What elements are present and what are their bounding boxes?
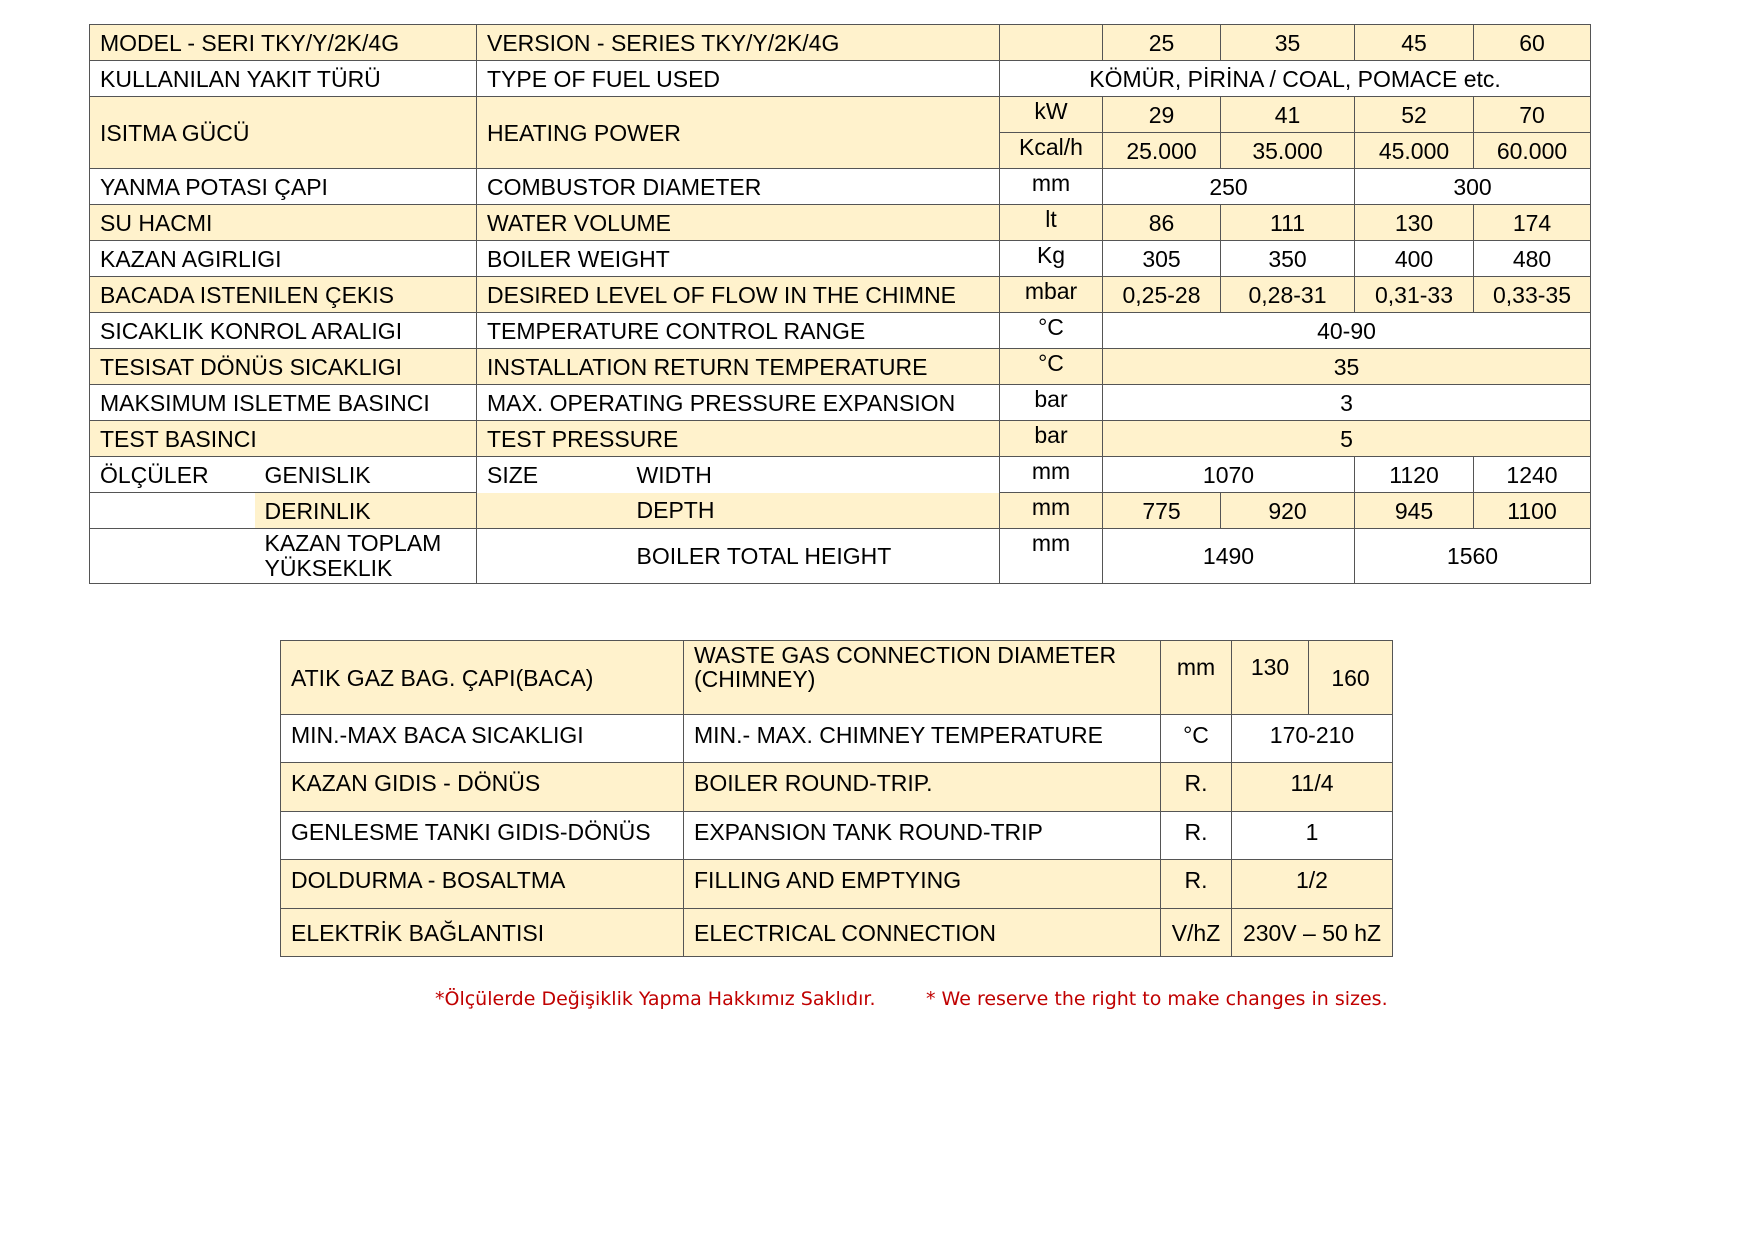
water-value: 86 <box>1103 205 1221 241</box>
unit-cell <box>1000 25 1103 61</box>
flow-tr-label: BACADA ISTENILEN ÇEKIS <box>90 277 477 313</box>
depth-tr-label: DERINLIK <box>255 493 477 529</box>
filling-tr-label: DOLDURMA - BOSALTMA <box>281 860 684 909</box>
depth-tr-blank <box>90 493 255 529</box>
combustor-value: 250 <box>1103 169 1355 205</box>
waste-gas-tr-label: ATIK GAZ BAG. ÇAPI(BACA) <box>281 641 684 715</box>
water-tr-label: SU HACMI <box>90 205 477 241</box>
filling-en-label: FILLING AND EMPTYING <box>684 860 1161 909</box>
combustor-tr-label: YANMA POTASI ÇAPI <box>90 169 477 205</box>
fuel-value: KÖMÜR, PİRİNA / COAL, POMACE etc. <box>1000 61 1591 97</box>
round-trip-unit: R. <box>1161 763 1232 812</box>
boiler-specs-table <box>89 24 1591 584</box>
width-value: 1120 <box>1355 457 1474 493</box>
height-row <box>90 529 1591 584</box>
model-25: 25 <box>1103 25 1221 61</box>
flow-value: 0,33-35 <box>1474 277 1591 313</box>
max-pressure-value: 3 <box>1103 385 1591 421</box>
return-temp-tr-label: TESISAT DÖNÜS SICAKLIGI <box>90 349 477 385</box>
depth-value: 775 <box>1103 493 1221 529</box>
temp-range-en-label: TEMPERATURE CONTROL RANGE <box>477 313 1000 349</box>
weight-value: 305 <box>1103 241 1221 277</box>
max-pressure-row <box>90 385 1591 421</box>
flow-unit: mbar <box>1000 277 1103 313</box>
round-trip-tr-label: KAZAN GIDIS - DÖNÜS <box>281 763 684 812</box>
fuel-row <box>90 61 1591 97</box>
heating-kw-value: 41 <box>1221 97 1355 133</box>
heating-en-label: HEATING POWER <box>477 97 1000 169</box>
width-tr-label: GENISLIK <box>255 457 477 493</box>
flow-value: 0,28-31 <box>1221 277 1355 313</box>
round-trip-row <box>281 763 1393 812</box>
temp-range-row <box>90 313 1591 349</box>
round-trip-value: 11/4 <box>1232 763 1393 812</box>
test-pressure-tr-label: TEST BASINCI <box>90 421 477 457</box>
expansion-value: 1 <box>1232 812 1393 860</box>
heating-kcal-value: 25.000 <box>1103 133 1221 169</box>
heating-kw-row <box>90 97 1591 133</box>
heating-kcal-value: 45.000 <box>1355 133 1474 169</box>
heating-kw-value: 52 <box>1355 97 1474 133</box>
depth-value: 945 <box>1355 493 1474 529</box>
chimney-temp-unit: °C <box>1161 715 1232 763</box>
flow-row <box>90 277 1591 313</box>
return-temp-unit: °C <box>1000 349 1103 385</box>
temp-range-tr-label: SICAKLIK KONROL ARALIGI <box>90 313 477 349</box>
round-trip-en-label: BOILER ROUND-TRIP. <box>684 763 1161 812</box>
weight-value: 480 <box>1474 241 1591 277</box>
model-60: 60 <box>1474 25 1591 61</box>
electrical-value: 230V – 50 hZ <box>1232 909 1393 957</box>
water-row <box>90 205 1591 241</box>
test-pressure-unit: bar <box>1000 421 1103 457</box>
water-value: 111 <box>1221 205 1355 241</box>
chimney-temp-tr-label: MIN.-MAX BACA SICAKLIGI <box>281 715 684 763</box>
water-en-label: WATER VOLUME <box>477 205 1000 241</box>
waste-gas-value: 160 <box>1309 641 1393 715</box>
flow-en-label: DESIRED LEVEL OF FLOW IN THE CHIMNE <box>477 277 1000 313</box>
height-unit: mm <box>1000 529 1103 584</box>
size-en-group-label: SIZE <box>477 457 627 493</box>
max-pressure-en-label: MAX. OPERATING PRESSURE EXPANSION <box>477 385 1000 421</box>
height-tr-label: KAZAN TOPLAM YÜKSEKLIK <box>255 529 477 584</box>
chimney-temp-row <box>281 715 1393 763</box>
height-tr-blank <box>90 529 255 584</box>
electrical-row <box>281 909 1393 957</box>
return-temp-row <box>90 349 1591 385</box>
combustor-unit: mm <box>1000 169 1103 205</box>
electrical-tr-label: ELEKTRİK BAĞLANTISI <box>281 909 684 957</box>
depth-value: 1100 <box>1474 493 1591 529</box>
width-en-label: WIDTH <box>627 457 1000 493</box>
chimney-temp-value: 170-210 <box>1232 715 1393 763</box>
model-35: 35 <box>1221 25 1355 61</box>
depth-unit: mm <box>1000 493 1103 529</box>
water-value: 130 <box>1355 205 1474 241</box>
expansion-en-label: EXPANSION TANK ROUND-TRIP <box>684 812 1161 860</box>
electrical-en-label: ELECTRICAL CONNECTION <box>684 909 1161 957</box>
waste-gas-en-label: WASTE GAS CONNECTION DIAMETER (CHIMNEY) <box>684 641 1161 715</box>
height-en-label: BOILER TOTAL HEIGHT <box>627 529 1000 584</box>
expansion-tr-label: GENLESME TANKI GIDIS-DÖNÜS <box>281 812 684 860</box>
test-pressure-en-label: TEST PRESSURE <box>477 421 1000 457</box>
weight-row <box>90 241 1591 277</box>
filling-unit: R. <box>1161 860 1232 909</box>
test-pressure-value: 5 <box>1103 421 1591 457</box>
weight-en-label: BOILER WEIGHT <box>477 241 1000 277</box>
filling-row <box>281 860 1393 909</box>
combustor-row <box>90 169 1591 205</box>
return-temp-en-label: INSTALLATION RETURN TEMPERATURE <box>477 349 1000 385</box>
max-pressure-tr-label: MAKSIMUM ISLETME BASINCI <box>90 385 477 421</box>
return-temp-value: 35 <box>1103 349 1591 385</box>
model-en-label: VERSION - SERIES TKY/Y/2K/4G <box>477 25 1000 61</box>
width-row <box>90 457 1591 493</box>
height-en-blank <box>477 529 627 584</box>
note-tr: *Ölçülerde Değişiklik Yapma Hakkımız Saklıdır. <box>435 988 876 1010</box>
heating-kw-unit: kW <box>1000 97 1103 133</box>
temp-range-value: 40-90 <box>1103 313 1591 349</box>
heating-kw-value: 29 <box>1103 97 1221 133</box>
heating-tr-label: ISITMA GÜCÜ <box>90 97 477 169</box>
model-tr-label: MODEL - SERI TKY/Y/2K/4G <box>90 25 477 61</box>
note-en: * We reserve the right to make changes in sizes. <box>926 988 1388 1010</box>
heating-kw-value: 70 <box>1474 97 1591 133</box>
width-value: 1070 <box>1103 457 1355 493</box>
weight-value: 400 <box>1355 241 1474 277</box>
test-pressure-row <box>90 421 1591 457</box>
weight-unit: Kg <box>1000 241 1103 277</box>
model-45: 45 <box>1355 25 1474 61</box>
water-unit: lt <box>1000 205 1103 241</box>
weight-tr-label: KAZAN AGIRLIGI <box>90 241 477 277</box>
width-unit: mm <box>1000 457 1103 493</box>
heating-kcal-unit: Kcal/h <box>1000 133 1103 169</box>
chimney-temp-en-label: MIN.- MAX. CHIMNEY TEMPERATURE <box>684 715 1161 763</box>
flow-value: 0,25-28 <box>1103 277 1221 313</box>
fuel-tr-label: KULLANILAN YAKIT TÜRÜ <box>90 61 477 97</box>
width-value: 1240 <box>1474 457 1591 493</box>
heating-kcal-value: 60.000 <box>1474 133 1591 169</box>
heating-kcal-value: 35.000 <box>1221 133 1355 169</box>
waste-gas-row <box>281 641 1393 715</box>
depth-row <box>90 493 1591 529</box>
max-pressure-unit: bar <box>1000 385 1103 421</box>
height-value: 1490 <box>1103 529 1355 584</box>
combustor-value: 300 <box>1355 169 1591 205</box>
depth-value: 920 <box>1221 493 1355 529</box>
expansion-row <box>281 812 1393 860</box>
weight-value: 350 <box>1221 241 1355 277</box>
fuel-en-label: TYPE OF FUEL USED <box>477 61 1000 97</box>
temp-range-unit: °C <box>1000 313 1103 349</box>
waste-gas-value: 130 <box>1232 641 1309 715</box>
combustor-en-label: COMBUSTOR DIAMETER <box>477 169 1000 205</box>
waste-gas-unit: mm <box>1161 641 1232 715</box>
height-value: 1560 <box>1355 529 1591 584</box>
header-row <box>90 25 1591 61</box>
depth-en-label: DEPTH <box>627 493 1000 529</box>
water-value: 174 <box>1474 205 1591 241</box>
size-tr-group-label: ÖLÇÜLER <box>90 457 255 493</box>
filling-value: 1/2 <box>1232 860 1393 909</box>
electrical-unit: V/hZ <box>1161 909 1232 957</box>
depth-en-blank <box>477 493 627 529</box>
flow-value: 0,31-33 <box>1355 277 1474 313</box>
connection-specs-table <box>280 640 1393 957</box>
expansion-unit: R. <box>1161 812 1232 860</box>
